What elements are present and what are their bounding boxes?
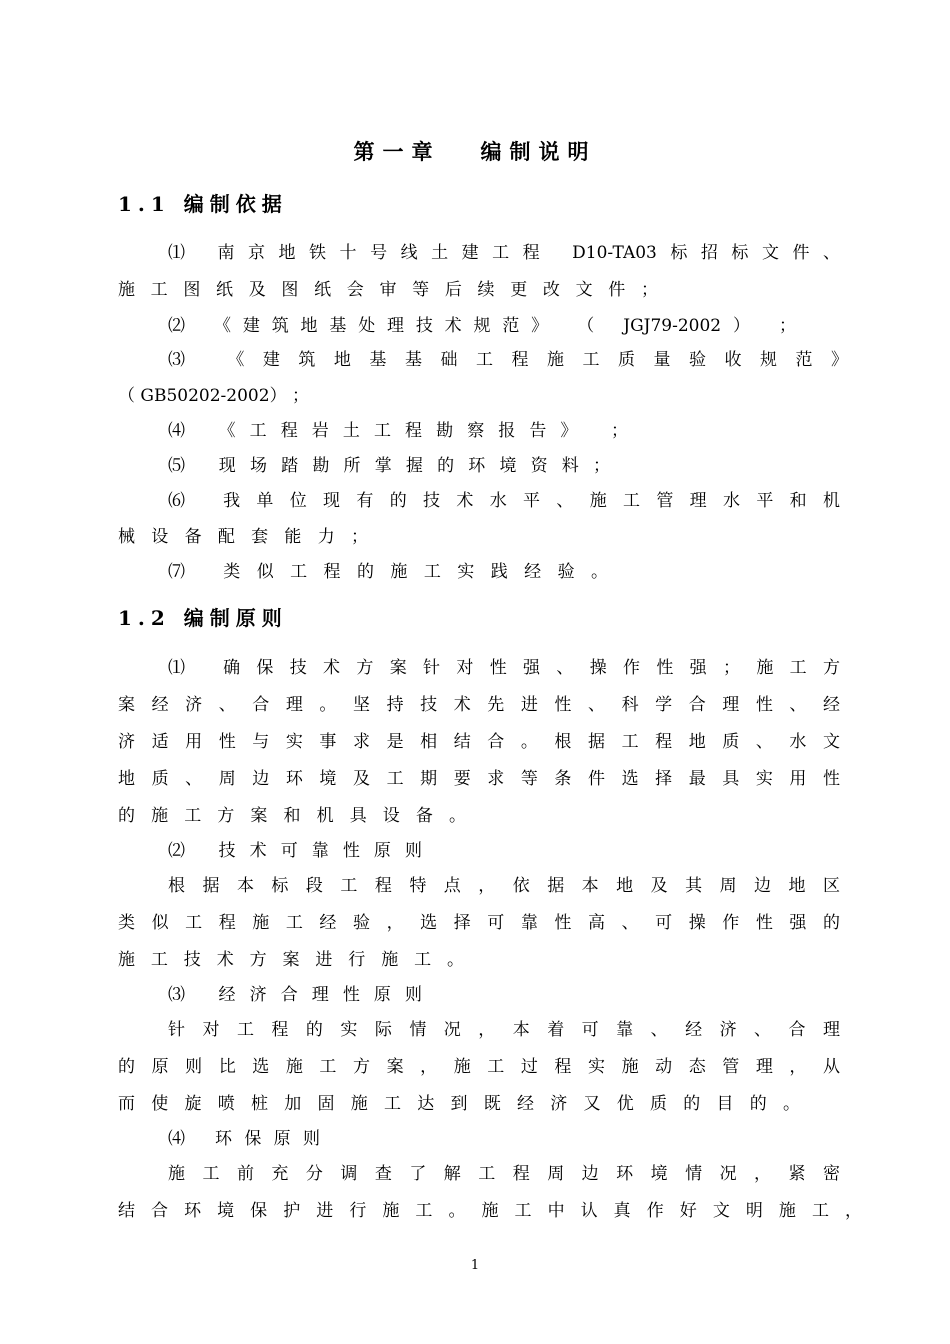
paragraph-line: 施工图纸及图纸会审等后续更改文件； [118, 280, 658, 300]
chapter-title [0, 136, 950, 166]
chapter-name: 编制说明 [480, 139, 597, 164]
paragraph-line: ⑵ 《建筑地基处理技术规范》 （ JGJ79-2002） ； [168, 316, 796, 336]
paragraph-line: ⑶ 《建筑地基基础工程施工质量验收规范》 [168, 350, 848, 370]
paragraph-line: 施工前充分调查了解工程周边环境情况，紧密 [168, 1164, 840, 1184]
paragraph-line: 针对工程的实际情况，本着可靠、经济、合理 [168, 1020, 840, 1040]
paragraph-line: 根据本标段工程特点，依据本地及其周边地区 [168, 876, 840, 896]
paragraph-line: 地质、周边环境及工期要求等条件选择最具实用性 [118, 769, 840, 789]
paragraph-line: ⑴ 确保技术方案针对性强、操作性强；施工方 [168, 658, 840, 678]
paragraph-line: 案经济、合理。坚持技术先进性、科学合理性、经 [118, 695, 840, 715]
paragraph-line: 的施工方案和机具设备。 [118, 806, 466, 826]
paragraph-line: ⑺ 类似工程的施工实践经验。 [168, 562, 608, 582]
paragraph-line: 类似工程施工经验，选择可靠性高、可操作性强的 [118, 913, 840, 933]
paragraph-line: 的原则比选施工方案，施工过程实施动态管理，从 [118, 1057, 840, 1077]
paragraph-line: （ GB50202-2002） ； [118, 386, 309, 406]
paragraph-line: 施工技术方案进行施工。 [118, 950, 464, 970]
section-heading-1-2: 1.2 编制原则 [118, 606, 288, 630]
paragraph-line: ⑷ 环保原则 [168, 1129, 320, 1149]
chapter-number: 第一章 [353, 139, 441, 164]
paragraph-line: ⑴ 南京地铁十号线土建工程 D10-TA03标招标文件、 [168, 243, 840, 263]
paragraph-line: ⑸ 现场踏勘所掌握的环境资料； [168, 456, 610, 476]
paragraph-line: ⑹ 我单位现有的技术水平、施工管理水平和机 [168, 491, 840, 511]
paragraph-line: 结合环境保护进行施工。施工中认真作好文明施工， [118, 1201, 862, 1221]
paragraph-line: 而使旋喷桩加固施工达到既经济又优质的目的。 [118, 1094, 800, 1114]
paragraph-line: ⑵ 技术可靠性原则 [168, 841, 422, 861]
paragraph-line: ⑷ 《工程岩土工程勘察报告》 ； [168, 421, 628, 441]
paragraph-line: 械设备配套能力； [118, 527, 368, 547]
section-heading-1-1: 1.1 编制依据 [118, 192, 288, 216]
paragraph-line: 济适用性与实事求是相结合。根据工程地质、水文 [118, 732, 840, 752]
page-number: 1 [470, 1258, 480, 1273]
paragraph-line: ⑶ 经济合理性原则 [168, 985, 422, 1005]
